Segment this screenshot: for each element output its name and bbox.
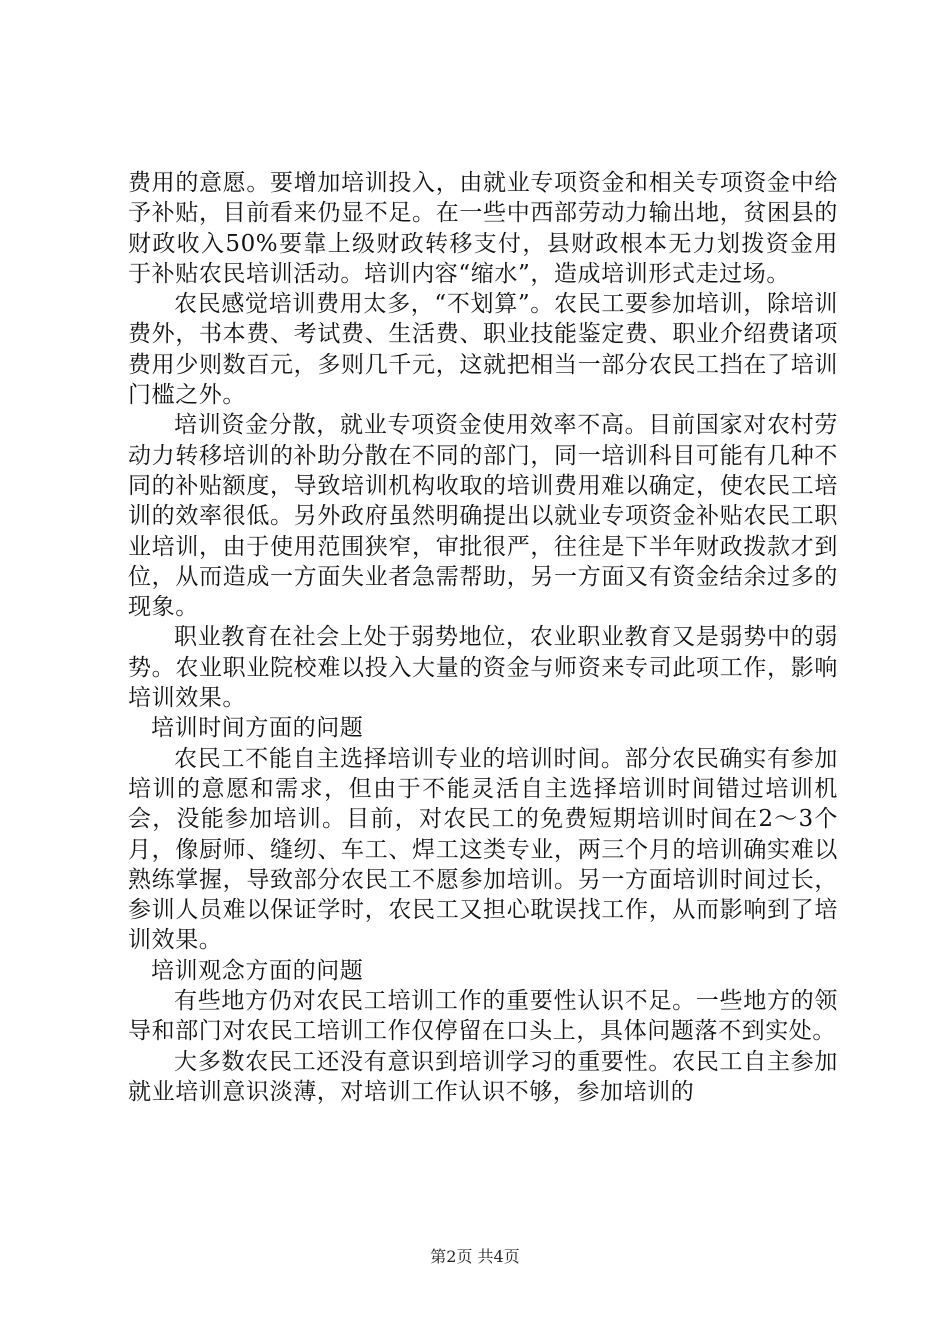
page-number: 第2页 共4页 — [430, 1247, 520, 1266]
paragraph: 培训资金分散，就业专项资金使用效率不高。目前国家对农村劳动力转移培训的补助分散在不同的部门，同一培训科目可能有几种不同的补贴额度，导致培训机构收取的培训费用难以确定，使农民工培训的效率很低。另外政府虽然明确提出以就业专项资金补贴农民工职业培训，由于使用范围狭窄，审批很严，往往是下半年财政拨款才到位，从而造成一方面失业者急需帮助，另一方面又有资金结余过多的现象。 — [128, 412, 838, 621]
paragraph-continuation: 费用的意愿。要增加培训投入，由就业专项资金和相关专项资金中给予补贴，目前看来仍显不足。在一些中西部劳动力输出地，贫困县的财政收入50%要靠上级财政转移支付，县财政根本无力划拨资金用于补贴农民培训活动。培训内容“缩水”，造成培训形式走过场。 — [128, 170, 838, 287]
paragraph: 农民感觉培训费用太多，“不划算”。农民工要参加培训，除培训费外，书本费、考试费、生活费、职业技能鉴定费、职业介绍费诸项费用少则数百元，多则几千元，这就把相当一部分农民工挡在了培训门槛之外。 — [128, 291, 838, 409]
page-footer — [0, 1244, 950, 1267]
paragraph: 职业教育在社会上处于弱势地位，农业职业教育又是弱势中的弱势。农业职业院校难以投入大量的资金与师资来专司此项工作，影响培训效果。 — [128, 624, 838, 712]
section-heading-training-time: 培训时间方面的问题 — [151, 715, 364, 742]
document-body — [128, 168, 838, 1107]
paragraph: 大多数农民工还没有意识到培训学习的重要性。农民工自主参加就业培训意识淡薄，对培训工作认识不够，参加培训的 — [128, 1048, 838, 1105]
section-heading-training-concept: 培训观念方面的问题 — [151, 957, 364, 984]
paragraph: 有些地方仍对农民工培训工作的重要性认识不足。一些地方的领导和部门对农民工培训工作仅停留在口头上，具体问题落不到实处。 — [128, 988, 838, 1045]
paragraph: 农民工不能自主选择培训专业的培训时间。部分农民确实有参加培训的意愿和需求，但由于不能灵活自主选择培训时间错过培训机会，没能参加培训。目前，对农民工的免费短期培训时间在2～3个月，像厨师、缝纫、车工、焊工这类专业，两三个月的培训确实难以熟练掌握，导致部分农民工不愿参加培训。另一方面培训时间过长，参训人员难以保证学时，农民工又担心耽误找工作，从而影响到了培训效果。 — [128, 745, 838, 954]
